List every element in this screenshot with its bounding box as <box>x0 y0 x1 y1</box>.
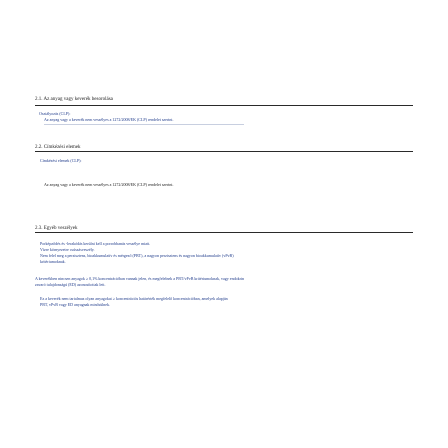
pbt-paragraph-line-1: A keverékben nincsen anyagok ≥ 0,1% koncentrációban vannak jelen, és megfelelnek a PBT/vPvB kritériumoknak, vagy endokrin <box>35 276 245 281</box>
section-2-2-heading: 2.2. Címkézési elemek <box>35 145 81 150</box>
section-2-2-rule <box>35 151 413 152</box>
section-2-3-heading: 2.3. Egyéb veszélyek <box>35 226 78 231</box>
other-hazards-line-4: kritériumoknak. <box>40 259 66 264</box>
labelling-label: Címkézési elemek (CLP): <box>40 158 82 163</box>
section-2-1-heading: 2.1. Az anyag vagy keverék besorolása <box>35 97 113 102</box>
pbt-paragraph-line-2: zavaró tulajdonságú (ED) azonosítottak lett. <box>35 282 106 287</box>
classification-label: Osztályozás (CLP): <box>39 111 71 116</box>
ed-paragraph-line-1: Ez a keverék nem tartalmaz olyan anyagokat ≥ koncentrációs határérték megfelelő koncentrációban, amelyek alapján <box>40 296 228 301</box>
classification-underline <box>44 124 244 125</box>
labelling-text: Az anyag vagy a keverék nem veszélyes a 1272/2008/EK (CLP) rendelet szerint. <box>44 182 174 187</box>
ed-paragraph-line-2: PBT, vPvB vagy ED anyagnak minősülnek. <box>40 302 111 307</box>
section-2-3-rule <box>35 232 413 233</box>
other-hazards-line-1: Porképződés és -lerakódás kerülni kell a porrobbanás veszélye miatt. <box>40 241 151 246</box>
section-2-1-rule <box>35 105 413 106</box>
classification-text: Az anyag vagy a keverék nem veszélyes a 1272/2008/EK (CLP) rendelet szerint. <box>44 117 174 122</box>
other-hazards-line-3: Nem felel meg a perzisztens, bioakkumulatív és mérgező (PBT), a nagyon perzisztens és nagyon bioakkumulatív (vPvB) <box>40 253 234 258</box>
other-hazards-line-2: Vízre környezetre csúszásveszély. <box>40 247 95 252</box>
